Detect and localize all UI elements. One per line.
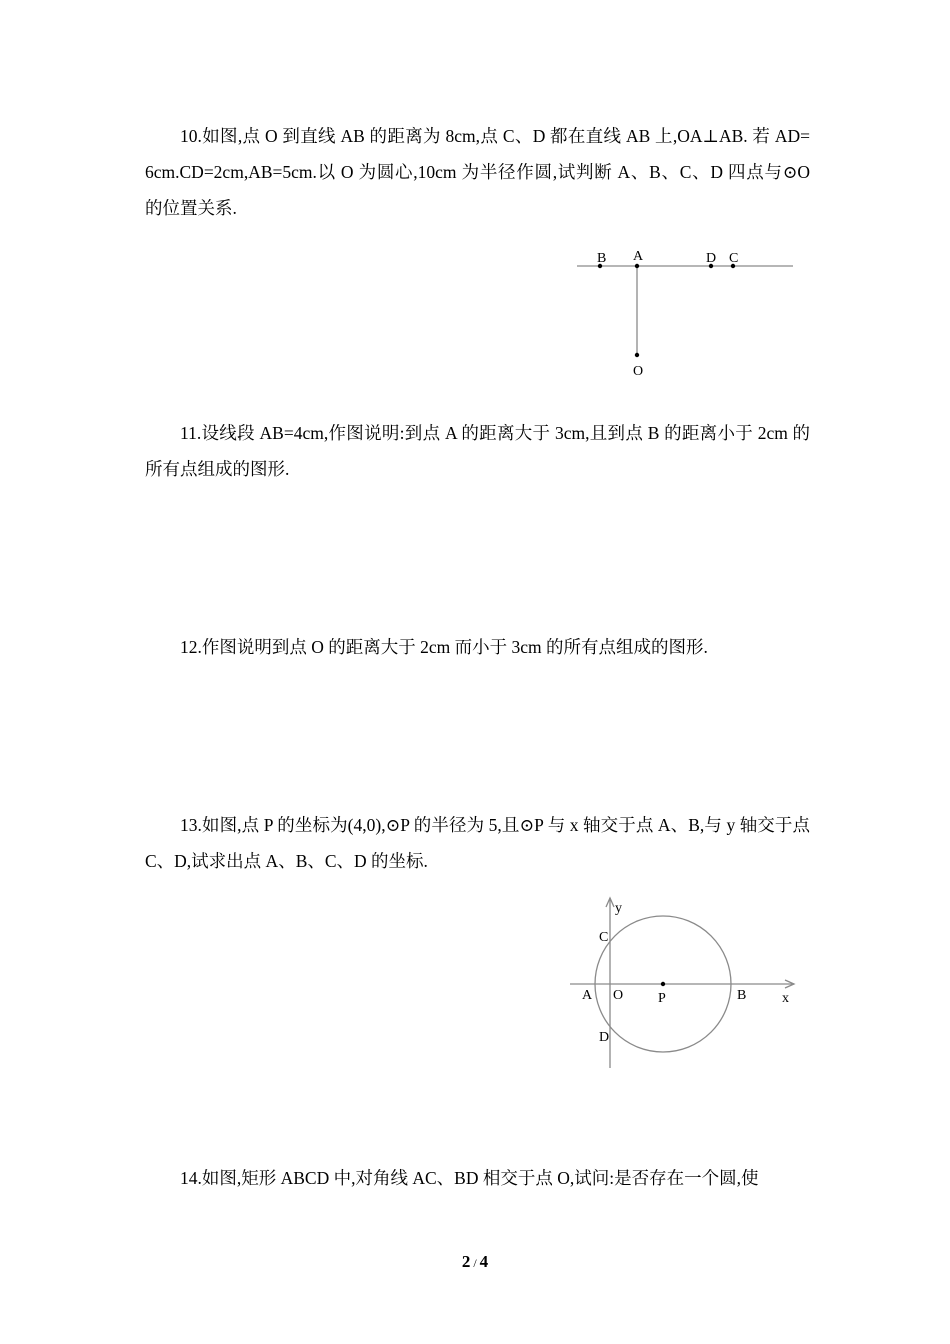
label-o: O xyxy=(613,988,624,1003)
problem-12-text: 12.作图说明到点 O 的距离大于 2cm 而小于 3cm 的所有点组成的图形. xyxy=(180,637,708,657)
label-b: B xyxy=(737,988,747,1003)
label-d: D xyxy=(599,1030,610,1045)
page-total: 4 xyxy=(479,1252,489,1271)
label-c: C xyxy=(599,930,609,945)
point-p xyxy=(661,982,665,986)
label-a: A xyxy=(633,249,644,264)
label-d: D xyxy=(706,251,717,266)
label-o: O xyxy=(633,364,644,379)
page-current: 2 xyxy=(461,1252,471,1271)
label-a: A xyxy=(582,988,593,1003)
problem-13-text: 13.如图,点 P 的坐标为(4,0),⊙P 的半径为 5,且⊙P 与 x 轴交于点 A、B,与 y 轴交于点 C、D,试求出点 A、B、C、D 的坐标. xyxy=(145,815,810,871)
page-number xyxy=(0,1252,950,1272)
problem-11-text: 11.设线段 AB=4cm,作图说明:到点 A 的距离大于 3cm,且到点 B 的距离小于 2cm 的所有点组成的图形. xyxy=(145,423,810,479)
label-c: C xyxy=(729,251,739,266)
label-y: y xyxy=(615,901,622,916)
label-b: B xyxy=(597,251,607,266)
page-separator: / xyxy=(473,1256,477,1270)
problem-14-text: 14.如图,矩形 ABCD 中,对角线 AC、BD 相交于点 O,试问:是否存在一个圆,使 xyxy=(180,1168,759,1188)
problem-10-text: 10.如图,点 O 到直线 AB 的距离为 8cm,点 C、D 都在直线 AB 上,OA⊥AB. 若 AD= 6cm.CD=2cm,AB=5cm.以 O 为圆心,10cm 为半径作圆,试判断 A、B、C、D 四点与⊙O 的位置关系. xyxy=(145,126,810,218)
label-x: x xyxy=(782,991,789,1006)
label-p: P xyxy=(658,991,666,1006)
